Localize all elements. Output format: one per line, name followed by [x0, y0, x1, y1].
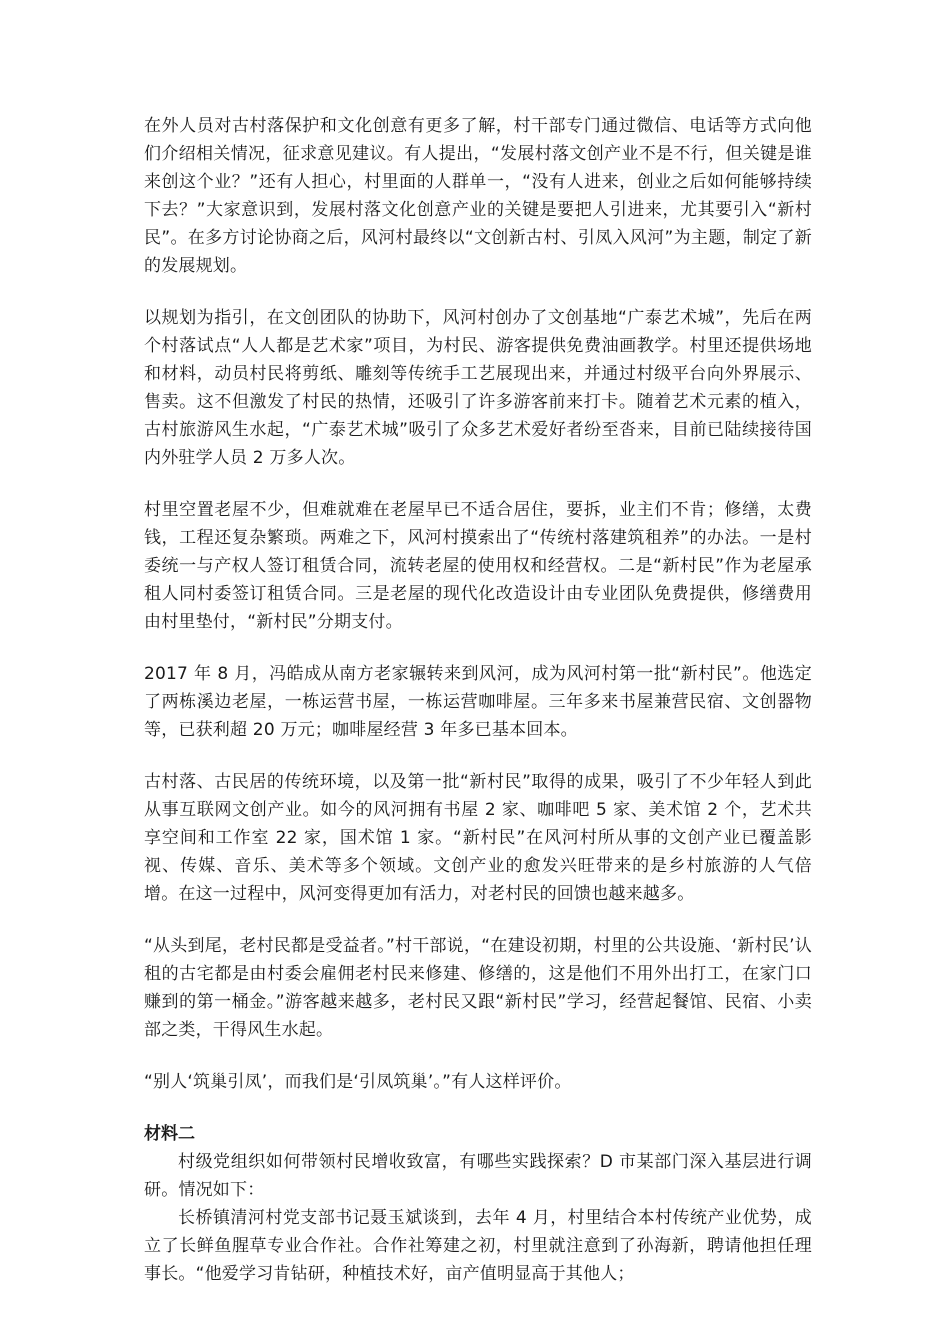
paragraph-3: 村里空置老屋不少，但难就难在老屋早已不适合居住，要拆，业主们不肯；修缮，太费钱，工程还复杂繁琐。两难之下，风河村摸索出了“传统村落建筑租养”的办法。一是村委统一与产权人签订租赁合同，流转老屋的使用权和经营权。二是“新村民”作为老屋承租人同村委签订租赁合同。三是老屋的现代化改造设计由专业团队免费提供，修缮费用由村里垫付，“新村民”分期支付。: [144, 500, 812, 632]
paragraph-4: 2017 年 8 月，冯皓成从南方老家辗转来到风河，成为风河村第一批“新村民”。他选定了两栋溪边老屋，一栋运营书屋，一栋运营咖啡屋。三年多来书屋兼营民宿、文创器物等，已获利超 20 万元；咖啡屋经营 3 年多已基本回本。: [144, 664, 812, 740]
paragraph-2: 以规划为指引，在文创团队的协助下，风河村创办了文创基地“广泰艺术城”，先后在两个村落试点“人人都是艺术家”项目，为村民、游客提供免费油画教学。村里还提供场地和材料，动员村民将剪纸、雕刻等传统手工艺展现出来，并通过村级平台向外界展示、售卖。这不但激发了村民的热情，还吸引了许多游客前来打卡。随着艺术元素的植入，古村旅游风生水起，“广泰艺术城”吸引了众多艺术爱好者纷至沓来，目前已陆续接待国内外驻学人员 2 万多人次。: [144, 308, 812, 468]
paragraph-6: “从头到尾，老村民都是受益者。”村干部说，“在建设初期，村里的公共设施、‘新村民’认租的古宅都是由村委会雇佣老村民来修建、修缮的，这是他们不用外出打工，在家门口赚到的第一桶金。”游客越来越多，老村民又跟“新村民”学习，经营起餐馆、民宿、小卖部之类，干得风生水起。: [144, 936, 812, 1040]
section2-paragraph-2: 长桥镇清河村党支部书记聂玉斌谈到，去年 4 月，村里结合本村传统产业优势，成立了长鲜鱼腥草专业合作社。合作社筹建之初，村里就注意到了孙海新，聘请他担任理事长。“他爱学习肯钻研，种植技术好，亩产值明显高于其他人；: [144, 1208, 812, 1284]
paragraph-5: 古村落、古民居的传统环境，以及第一批“新村民”取得的成果，吸引了不少年轻人到此从事互联网文创产业。如今的风河拥有书屋 2 家、咖啡吧 5 家、美术馆 2 个，艺术共享空间和工作室 22 家，国术馆 1 家。“新村民”在风河村所从事的文创产业已覆盖影视、传媒、音乐、美术等多个领域。文创产业的愈发兴旺带来的是乡村旅游的人气倍增。在这一过程中，风河变得更加有活力，对老村民的回馈也越来越多。: [144, 772, 812, 904]
paragraph-7: “别人‘筑巢引凤’，而我们是‘引凤筑巢’。”有人这样评价。: [144, 1072, 572, 1092]
paragraph-1: 在外人员对古村落保护和文化创意有更多了解，村干部专门通过微信、电话等方式向他们介绍相关情况，征求意见建议。有人提出，“发展村落文创产业不是不行，但关键是谁来创这个业？”还有人担心，村里面的人群单一，“没有人进来，创业之后如何能够持续下去？”大家意识到，发展村落文化创意产业的关键是要把人引进来，尤其要引入“新村民”。在多方讨论协商之后，风河村最终以“文创新古村、引凤入风河”为主题，制定了新的发展规划。: [144, 116, 812, 276]
section2-paragraph-1: 村级党组织如何带领村民增收致富，有哪些实践探索？D 市某部门深入基层进行调研。情况如下：: [144, 1152, 812, 1200]
document-page: [144, 112, 812, 1288]
section-heading: 材料二: [144, 1124, 195, 1144]
